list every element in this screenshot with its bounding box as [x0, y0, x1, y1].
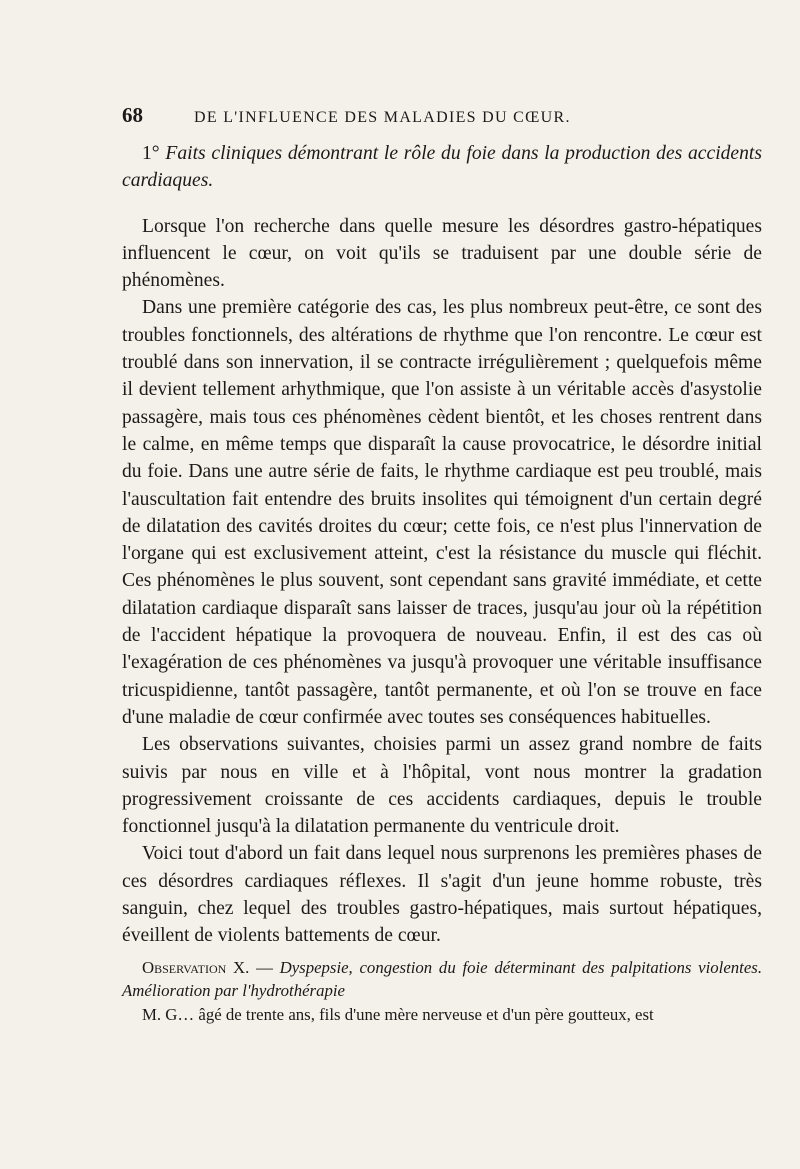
body-text	[122, 140, 762, 1026]
running-title: DE L'INFLUENCE DES MALADIES DU CŒUR.	[194, 109, 571, 126]
paragraph: Voici tout d'abord un fait dans lequel nous surprenons les premières phases de ces désordres cardiaques réflexes. Il s'agit d'un jeune homme robuste, très sanguin, chez lequel des troubles gastro-hépatiques, mais surtout hépatiques, éveillent de violents battements de cœur.	[122, 843, 762, 947]
observation-dash: —	[249, 957, 280, 977]
section-number: 1°	[142, 143, 160, 164]
section-title: Faits cliniques démontrant le rôle du foie dans la production des accidents cardiaques.	[122, 143, 762, 192]
observation-label: Observation X.	[142, 957, 250, 977]
spacer	[122, 195, 762, 213]
running-header	[122, 103, 762, 133]
page-number: 68	[122, 103, 143, 127]
section-heading	[122, 140, 762, 195]
paragraph: Dans une première catégorie des cas, les plus nombreux peut-être, ce sont des troubles fonctionnels, des altérations de rhythme que l'on rencontre. Le cœur est troublé dans son innervation, il se contracte irrégulièrement ; quelquefois même il devient tellement arhythmique, que l'on assiste à un véritable accès d'asystolie passagère, mais tous ces phénomènes cèdent bientôt, et les choses rentrent dans le calme, en même temps que disparaît la cause provocatrice, le désordre initial du foie. Dans une autre série de faits, le rhythme cardiaque est peu troublé, mais l'auscultation fait entendre des bruits insolites qui témoignent d'un certain degré de dilatation des cavités droites du cœur; cette fois, ce n'est plus l'innervation de l'organe qui est exclusivement atteint, c'est la résistance du muscle qui fléchit. Ces phénomènes le plus souvent, sont cependant sans gravité immédiate, et cette dilatation cardiaque disparaît sans laisser de traces, jusqu'au jour où la répétition de l'accident hépatique la provoquera de nouveau. Enfin, il est des cas où l'exagération de ces phénomènes va jusqu'à provoquer une véritable insuffisance tricuspidienne, tantôt passagère, tantôt permanente, et où l'on se trouve en face d'une maladie de cœur confirmée avec toutes ses conséquences habituelles.	[122, 297, 762, 728]
observation-heading	[122, 956, 762, 1003]
observation-block	[122, 956, 762, 1027]
paragraph: Lorsque l'on recherche dans quelle mesure les désordres gastro-hépatiques influencent le cœur, on voit qu'ils se traduisent par une double série de phénomènes.	[122, 215, 762, 292]
observation-text: M. G… âgé de trente ans, fils d'une mère nerveuse et d'un père goutteux, est	[142, 1004, 654, 1024]
observation-title: Dyspepsie, congestion du foie déterminant des palpitations violentes. Amélioration par l'hydrothérapie	[122, 957, 763, 1001]
paragraph: Les observations suivantes, choisies parmi un assez grand nombre de faits suivis par nous en ville et à l'hôpital, vont nous montrer la gradation progressivement croissante de ces accidents cardiaques, depuis le trouble fonctionnel jusqu'à la dilatation permanente du ventricule droit.	[122, 734, 762, 838]
